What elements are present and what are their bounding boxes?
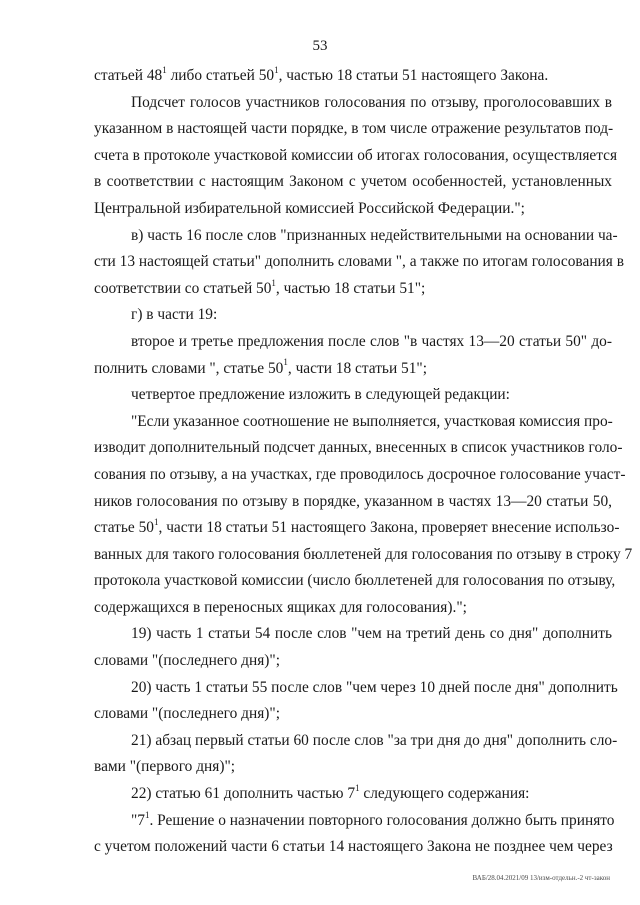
text-line: счета в протоколе участковой комиссии об итогах голосования, осуществляется <box>94 146 618 164</box>
text-line: "Если указанное соотношение не выполняется, участковая комиссия про- <box>131 412 613 430</box>
text-line: Центральной избирательной комиссией Российской Федерации."; <box>94 199 525 217</box>
text-line: второе и третье предложения после слов "в частях 13—20 статьи 50" до- <box>131 332 612 350</box>
text-line: четвертое предложение изложить в следующей редакции: <box>131 386 510 404</box>
text-line: 22) статью 61 дополнить частью $7^1$ следующего содержания: <box>131 782 530 803</box>
text-line: Подсчет голосов участников голосования по отзыву, проголосовавших в <box>131 93 612 111</box>
text-line: вами "(первого дня)"; <box>94 758 236 776</box>
text-line: с учетом положений части 6 статьи 14 настоящего Закона не позднее чем через <box>94 838 613 856</box>
text-line: 21) абзац первый статьи 60 после слов "за три дня до дня" дополнить сло- <box>131 731 618 749</box>
text-line: статьей $48^1$ либо статьей $50^1$, частью 18 статьи 51 настоящего Закона. <box>94 64 549 84</box>
text-line: протокола участковой комиссии (число бюллетеней для голосования по отзыву, <box>94 572 616 590</box>
text-line: словами "(последнего дня)"; <box>94 705 280 723</box>
text-line: ванных для такого голосования бюллетеней для голосования по отзыву в строку 7 <box>94 545 633 563</box>
page-number: 53 <box>312 38 328 54</box>
text-line: "$7^1$. Решение о назначении повторного голосования должно быть принято <box>131 809 615 829</box>
text-line: полнить словами ", статье $50^1$, части 18 статьи 51"; <box>94 357 427 377</box>
text-line: в соответствии с настоящим Законом с учетом особенностей, установленных <box>94 173 612 191</box>
text-line: г) в части 19: <box>131 306 218 324</box>
text-line: сти 13 настоящей статьи" дополнить словами ", а также по итогам голосования в <box>94 253 624 271</box>
text-line: 20) часть 1 статьи 55 после слов "чем через 10 дней после дня" дополнить <box>131 678 618 696</box>
text-line: в) часть 16 после слов "признанных недействительными на основании ча- <box>131 226 618 244</box>
text-line: указанном в настоящей части порядке, в том числе отражение результатов под- <box>94 120 614 138</box>
text-line: статье $50^1$, части 18 статьи 51 настоящего Закона, проверяет внесение использо- <box>94 516 620 537</box>
text-line: соответствии со статьей $50^1$, частью 18 статьи 51"; <box>94 277 426 297</box>
text-line: изводит дополнительный подсчет данных, внесенных в список участников голо- <box>94 439 623 457</box>
text-line: содержащихся в переносных ящиках для голосования)."; <box>94 598 467 616</box>
text-line: ников голосования по отзыву в порядке, указанном в частях 13—20 статьи 50, <box>94 492 612 510</box>
document-body <box>94 63 633 861</box>
text-line: 19) часть 1 статьи 54 после слов "чем на третий день со дня" дополнить <box>131 625 612 643</box>
text-line: сования по отзыву, а на участках, где проводилось досрочное голосование участ- <box>94 465 626 483</box>
footer-reference: ВАБ/28.04.2021/09 13/изм-отдельн.-2 чт-закон <box>472 874 610 882</box>
text-line: словами "(последнего дня)"; <box>94 652 280 670</box>
